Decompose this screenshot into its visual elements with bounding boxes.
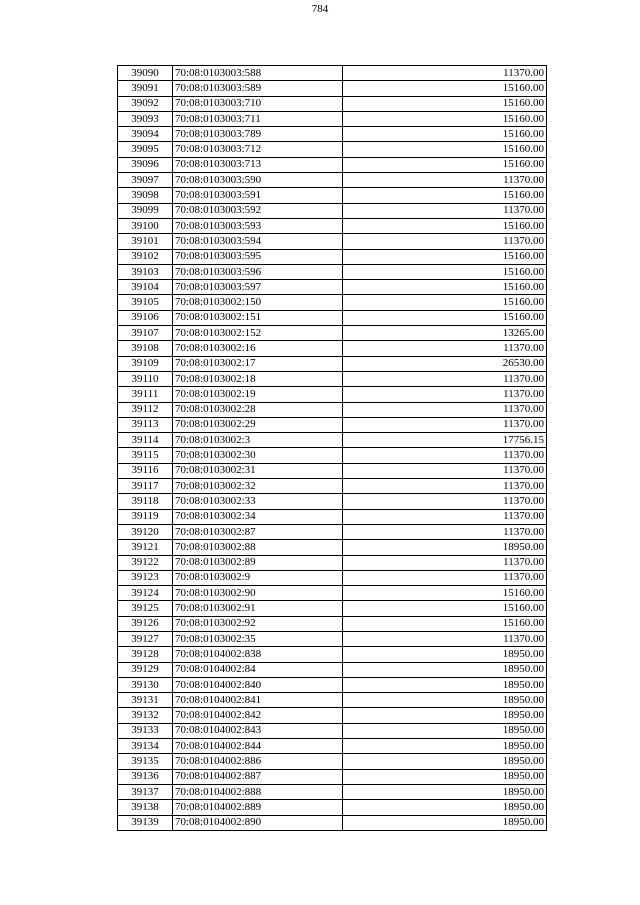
value-cell: 15160.00 bbox=[343, 96, 547, 111]
value-cell: 11370.00 bbox=[343, 463, 547, 478]
value-cell: 11370.00 bbox=[343, 234, 547, 249]
cadastral-number-cell: 70:08:0103002:89 bbox=[173, 555, 343, 570]
value-cell: 15160.00 bbox=[343, 188, 547, 203]
row-number-cell: 39095 bbox=[118, 142, 173, 157]
table-row bbox=[118, 540, 547, 555]
value-cell: 15160.00 bbox=[343, 586, 547, 601]
value-cell: 15160.00 bbox=[343, 111, 547, 126]
cadastral-number-cell: 70:08:0103003:712 bbox=[173, 142, 343, 157]
table-row bbox=[118, 264, 547, 279]
row-number-cell: 39105 bbox=[118, 295, 173, 310]
table-row bbox=[118, 616, 547, 631]
table-row bbox=[118, 111, 547, 126]
cadastral-number-cell: 70:08:0103002:28 bbox=[173, 402, 343, 417]
table-row bbox=[118, 433, 547, 448]
cadastral-number-cell: 70:08:0104002:841 bbox=[173, 693, 343, 708]
table-row bbox=[118, 188, 547, 203]
table-row bbox=[118, 463, 547, 478]
cadastral-number-cell: 70:08:0103003:789 bbox=[173, 127, 343, 142]
value-cell: 11370.00 bbox=[343, 203, 547, 218]
table-row bbox=[118, 479, 547, 494]
cadastral-number-cell: 70:08:0104002:838 bbox=[173, 647, 343, 662]
row-number-cell: 39135 bbox=[118, 754, 173, 769]
value-cell: 18950.00 bbox=[343, 784, 547, 799]
cadastral-number-cell: 70:08:0103002:3 bbox=[173, 433, 343, 448]
row-number-cell: 39101 bbox=[118, 234, 173, 249]
cadastral-number-cell: 70:08:0104002:887 bbox=[173, 769, 343, 784]
value-cell: 11370.00 bbox=[343, 402, 547, 417]
row-number-cell: 39098 bbox=[118, 188, 173, 203]
value-cell: 11370.00 bbox=[343, 555, 547, 570]
cadastral-number-cell: 70:08:0103002:17 bbox=[173, 356, 343, 371]
value-cell: 11370.00 bbox=[343, 479, 547, 494]
cadastral-number-cell: 70:08:0103002:91 bbox=[173, 601, 343, 616]
value-cell: 18950.00 bbox=[343, 693, 547, 708]
row-number-cell: 39138 bbox=[118, 800, 173, 815]
row-number-cell: 39097 bbox=[118, 173, 173, 188]
row-number-cell: 39109 bbox=[118, 356, 173, 371]
row-number-cell: 39110 bbox=[118, 371, 173, 386]
table-row bbox=[118, 295, 547, 310]
table-row bbox=[118, 769, 547, 784]
cadastral-number-cell: 70:08:0103002:31 bbox=[173, 463, 343, 478]
row-number-cell: 39090 bbox=[118, 66, 173, 81]
cadastral-number-cell: 70:08:0103003:593 bbox=[173, 218, 343, 233]
value-cell: 18950.00 bbox=[343, 800, 547, 815]
row-number-cell: 39096 bbox=[118, 157, 173, 172]
cadastral-number-cell: 70:08:0104002:843 bbox=[173, 723, 343, 738]
table-row bbox=[118, 815, 547, 830]
cadastral-number-cell: 70:08:0104002:840 bbox=[173, 677, 343, 692]
cadastral-number-cell: 70:08:0103002:33 bbox=[173, 494, 343, 509]
cadastral-number-cell: 70:08:0103003:713 bbox=[173, 157, 343, 172]
row-number-cell: 39104 bbox=[118, 280, 173, 295]
table-row bbox=[118, 647, 547, 662]
cadastral-number-cell: 70:08:0103003:591 bbox=[173, 188, 343, 203]
row-number-cell: 39129 bbox=[118, 662, 173, 677]
cadastral-number-cell: 70:08:0103002:9 bbox=[173, 570, 343, 585]
row-number-cell: 39126 bbox=[118, 616, 173, 631]
row-number-cell: 39124 bbox=[118, 586, 173, 601]
value-cell: 15160.00 bbox=[343, 310, 547, 325]
row-number-cell: 39118 bbox=[118, 494, 173, 509]
cadastral-number-cell: 70:08:0104002:890 bbox=[173, 815, 343, 830]
cadastral-number-cell: 70:08:0104002:842 bbox=[173, 708, 343, 723]
row-number-cell: 39107 bbox=[118, 326, 173, 341]
table-row bbox=[118, 234, 547, 249]
cadastral-number-cell: 70:08:0103002:152 bbox=[173, 326, 343, 341]
table-row bbox=[118, 157, 547, 172]
row-number-cell: 39131 bbox=[118, 693, 173, 708]
table-row bbox=[118, 387, 547, 402]
table-row bbox=[118, 173, 547, 188]
table-row bbox=[118, 555, 547, 570]
cadastral-number-cell: 70:08:0103002:16 bbox=[173, 341, 343, 356]
value-cell: 17756.15 bbox=[343, 433, 547, 448]
value-cell: 18950.00 bbox=[343, 540, 547, 555]
value-cell: 15160.00 bbox=[343, 601, 547, 616]
value-cell: 15160.00 bbox=[343, 142, 547, 157]
value-cell: 18950.00 bbox=[343, 815, 547, 830]
table-row bbox=[118, 739, 547, 754]
cadastral-number-cell: 70:08:0103003:596 bbox=[173, 264, 343, 279]
table-row bbox=[118, 800, 547, 815]
cadastral-number-cell: 70:08:0103003:588 bbox=[173, 66, 343, 81]
cadastral-number-cell: 70:08:0104002:888 bbox=[173, 784, 343, 799]
cadastral-number-cell: 70:08:0103003:594 bbox=[173, 234, 343, 249]
cadastral-number-cell: 70:08:0103002:30 bbox=[173, 448, 343, 463]
table-row bbox=[118, 127, 547, 142]
registry-table-body bbox=[118, 66, 547, 831]
cadastral-number-cell: 70:08:0103003:710 bbox=[173, 96, 343, 111]
cadastral-number-cell: 70:08:0103002:29 bbox=[173, 417, 343, 432]
value-cell: 11370.00 bbox=[343, 509, 547, 524]
row-number-cell: 39133 bbox=[118, 723, 173, 738]
value-cell: 18950.00 bbox=[343, 662, 547, 677]
value-cell: 15160.00 bbox=[343, 295, 547, 310]
value-cell: 15160.00 bbox=[343, 280, 547, 295]
value-cell: 11370.00 bbox=[343, 341, 547, 356]
row-number-cell: 39112 bbox=[118, 402, 173, 417]
row-number-cell: 39132 bbox=[118, 708, 173, 723]
row-number-cell: 39136 bbox=[118, 769, 173, 784]
cadastral-number-cell: 70:08:0103003:711 bbox=[173, 111, 343, 126]
row-number-cell: 39139 bbox=[118, 815, 173, 830]
row-number-cell: 39121 bbox=[118, 540, 173, 555]
row-number-cell: 39093 bbox=[118, 111, 173, 126]
table-row bbox=[118, 708, 547, 723]
value-cell: 15160.00 bbox=[343, 264, 547, 279]
row-number-cell: 39092 bbox=[118, 96, 173, 111]
table-row bbox=[118, 203, 547, 218]
value-cell: 18950.00 bbox=[343, 708, 547, 723]
table-row bbox=[118, 402, 547, 417]
table-row bbox=[118, 310, 547, 325]
value-cell: 18950.00 bbox=[343, 769, 547, 784]
value-cell: 11370.00 bbox=[343, 66, 547, 81]
row-number-cell: 39114 bbox=[118, 433, 173, 448]
table-row bbox=[118, 371, 547, 386]
row-number-cell: 39103 bbox=[118, 264, 173, 279]
table-row bbox=[118, 723, 547, 738]
row-number-cell: 39125 bbox=[118, 601, 173, 616]
cadastral-number-cell: 70:08:0103002:87 bbox=[173, 524, 343, 539]
value-cell: 18950.00 bbox=[343, 754, 547, 769]
cadastral-number-cell: 70:08:0103002:32 bbox=[173, 479, 343, 494]
cadastral-number-cell: 70:08:0103003:589 bbox=[173, 81, 343, 96]
table-row bbox=[118, 356, 547, 371]
cadastral-number-cell: 70:08:0103002:35 bbox=[173, 631, 343, 646]
table-row bbox=[118, 66, 547, 81]
row-number-cell: 39091 bbox=[118, 81, 173, 96]
table-row bbox=[118, 662, 547, 677]
cadastral-number-cell: 70:08:0103003:590 bbox=[173, 173, 343, 188]
cadastral-number-cell: 70:08:0104002:889 bbox=[173, 800, 343, 815]
row-number-cell: 39094 bbox=[118, 127, 173, 142]
table-row bbox=[118, 326, 547, 341]
table-row bbox=[118, 142, 547, 157]
cadastral-number-cell: 70:08:0104002:886 bbox=[173, 754, 343, 769]
table-row bbox=[118, 631, 547, 646]
cadastral-number-cell: 70:08:0103002:92 bbox=[173, 616, 343, 631]
table-row bbox=[118, 417, 547, 432]
value-cell: 15160.00 bbox=[343, 81, 547, 96]
value-cell: 11370.00 bbox=[343, 494, 547, 509]
table-row bbox=[118, 218, 547, 233]
value-cell: 11370.00 bbox=[343, 631, 547, 646]
table-row bbox=[118, 586, 547, 601]
table-row bbox=[118, 677, 547, 692]
row-number-cell: 39120 bbox=[118, 524, 173, 539]
row-number-cell: 39130 bbox=[118, 677, 173, 692]
row-number-cell: 39134 bbox=[118, 739, 173, 754]
row-number-cell: 39128 bbox=[118, 647, 173, 662]
table-row bbox=[118, 341, 547, 356]
value-cell: 26530.00 bbox=[343, 356, 547, 371]
table-row bbox=[118, 81, 547, 96]
table-row bbox=[118, 494, 547, 509]
value-cell: 15160.00 bbox=[343, 249, 547, 264]
table-row bbox=[118, 784, 547, 799]
table-row bbox=[118, 570, 547, 585]
row-number-cell: 39113 bbox=[118, 417, 173, 432]
table-row bbox=[118, 524, 547, 539]
cadastral-number-cell: 70:08:0103003:597 bbox=[173, 280, 343, 295]
cadastral-number-cell: 70:08:0103002:34 bbox=[173, 509, 343, 524]
cadastral-number-cell: 70:08:0103002:150 bbox=[173, 295, 343, 310]
value-cell: 18950.00 bbox=[343, 647, 547, 662]
value-cell: 11370.00 bbox=[343, 173, 547, 188]
value-cell: 15160.00 bbox=[343, 616, 547, 631]
value-cell: 18950.00 bbox=[343, 677, 547, 692]
row-number-cell: 39100 bbox=[118, 218, 173, 233]
value-cell: 18950.00 bbox=[343, 723, 547, 738]
row-number-cell: 39106 bbox=[118, 310, 173, 325]
row-number-cell: 39099 bbox=[118, 203, 173, 218]
table-row bbox=[118, 509, 547, 524]
row-number-cell: 39122 bbox=[118, 555, 173, 570]
table-row bbox=[118, 96, 547, 111]
registry-table bbox=[117, 65, 547, 831]
value-cell: 11370.00 bbox=[343, 524, 547, 539]
value-cell: 18950.00 bbox=[343, 739, 547, 754]
row-number-cell: 39102 bbox=[118, 249, 173, 264]
cadastral-number-cell: 70:08:0104002:84 bbox=[173, 662, 343, 677]
table-row bbox=[118, 693, 547, 708]
value-cell: 11370.00 bbox=[343, 387, 547, 402]
table-row bbox=[118, 448, 547, 463]
value-cell: 15160.00 bbox=[343, 157, 547, 172]
cadastral-number-cell: 70:08:0103002:90 bbox=[173, 586, 343, 601]
cadastral-number-cell: 70:08:0103003:592 bbox=[173, 203, 343, 218]
table-row bbox=[118, 754, 547, 769]
value-cell: 11370.00 bbox=[343, 417, 547, 432]
row-number-cell: 39108 bbox=[118, 341, 173, 356]
value-cell: 11370.00 bbox=[343, 371, 547, 386]
value-cell: 15160.00 bbox=[343, 127, 547, 142]
cadastral-number-cell: 70:08:0103002:151 bbox=[173, 310, 343, 325]
value-cell: 11370.00 bbox=[343, 448, 547, 463]
row-number-cell: 39119 bbox=[118, 509, 173, 524]
row-number-cell: 39123 bbox=[118, 570, 173, 585]
value-cell: 13265.00 bbox=[343, 326, 547, 341]
value-cell: 15160.00 bbox=[343, 218, 547, 233]
cadastral-number-cell: 70:08:0103002:19 bbox=[173, 387, 343, 402]
row-number-cell: 39116 bbox=[118, 463, 173, 478]
row-number-cell: 39127 bbox=[118, 631, 173, 646]
row-number-cell: 39137 bbox=[118, 784, 173, 799]
table-row bbox=[118, 601, 547, 616]
cadastral-number-cell: 70:08:0103002:88 bbox=[173, 540, 343, 555]
page-number: 784 bbox=[311, 3, 329, 15]
value-cell: 11370.00 bbox=[343, 570, 547, 585]
cadastral-number-cell: 70:08:0103002:18 bbox=[173, 371, 343, 386]
table-row bbox=[118, 280, 547, 295]
cadastral-number-cell: 70:08:0104002:844 bbox=[173, 739, 343, 754]
row-number-cell: 39117 bbox=[118, 479, 173, 494]
row-number-cell: 39115 bbox=[118, 448, 173, 463]
row-number-cell: 39111 bbox=[118, 387, 173, 402]
cadastral-number-cell: 70:08:0103003:595 bbox=[173, 249, 343, 264]
table-row bbox=[118, 249, 547, 264]
